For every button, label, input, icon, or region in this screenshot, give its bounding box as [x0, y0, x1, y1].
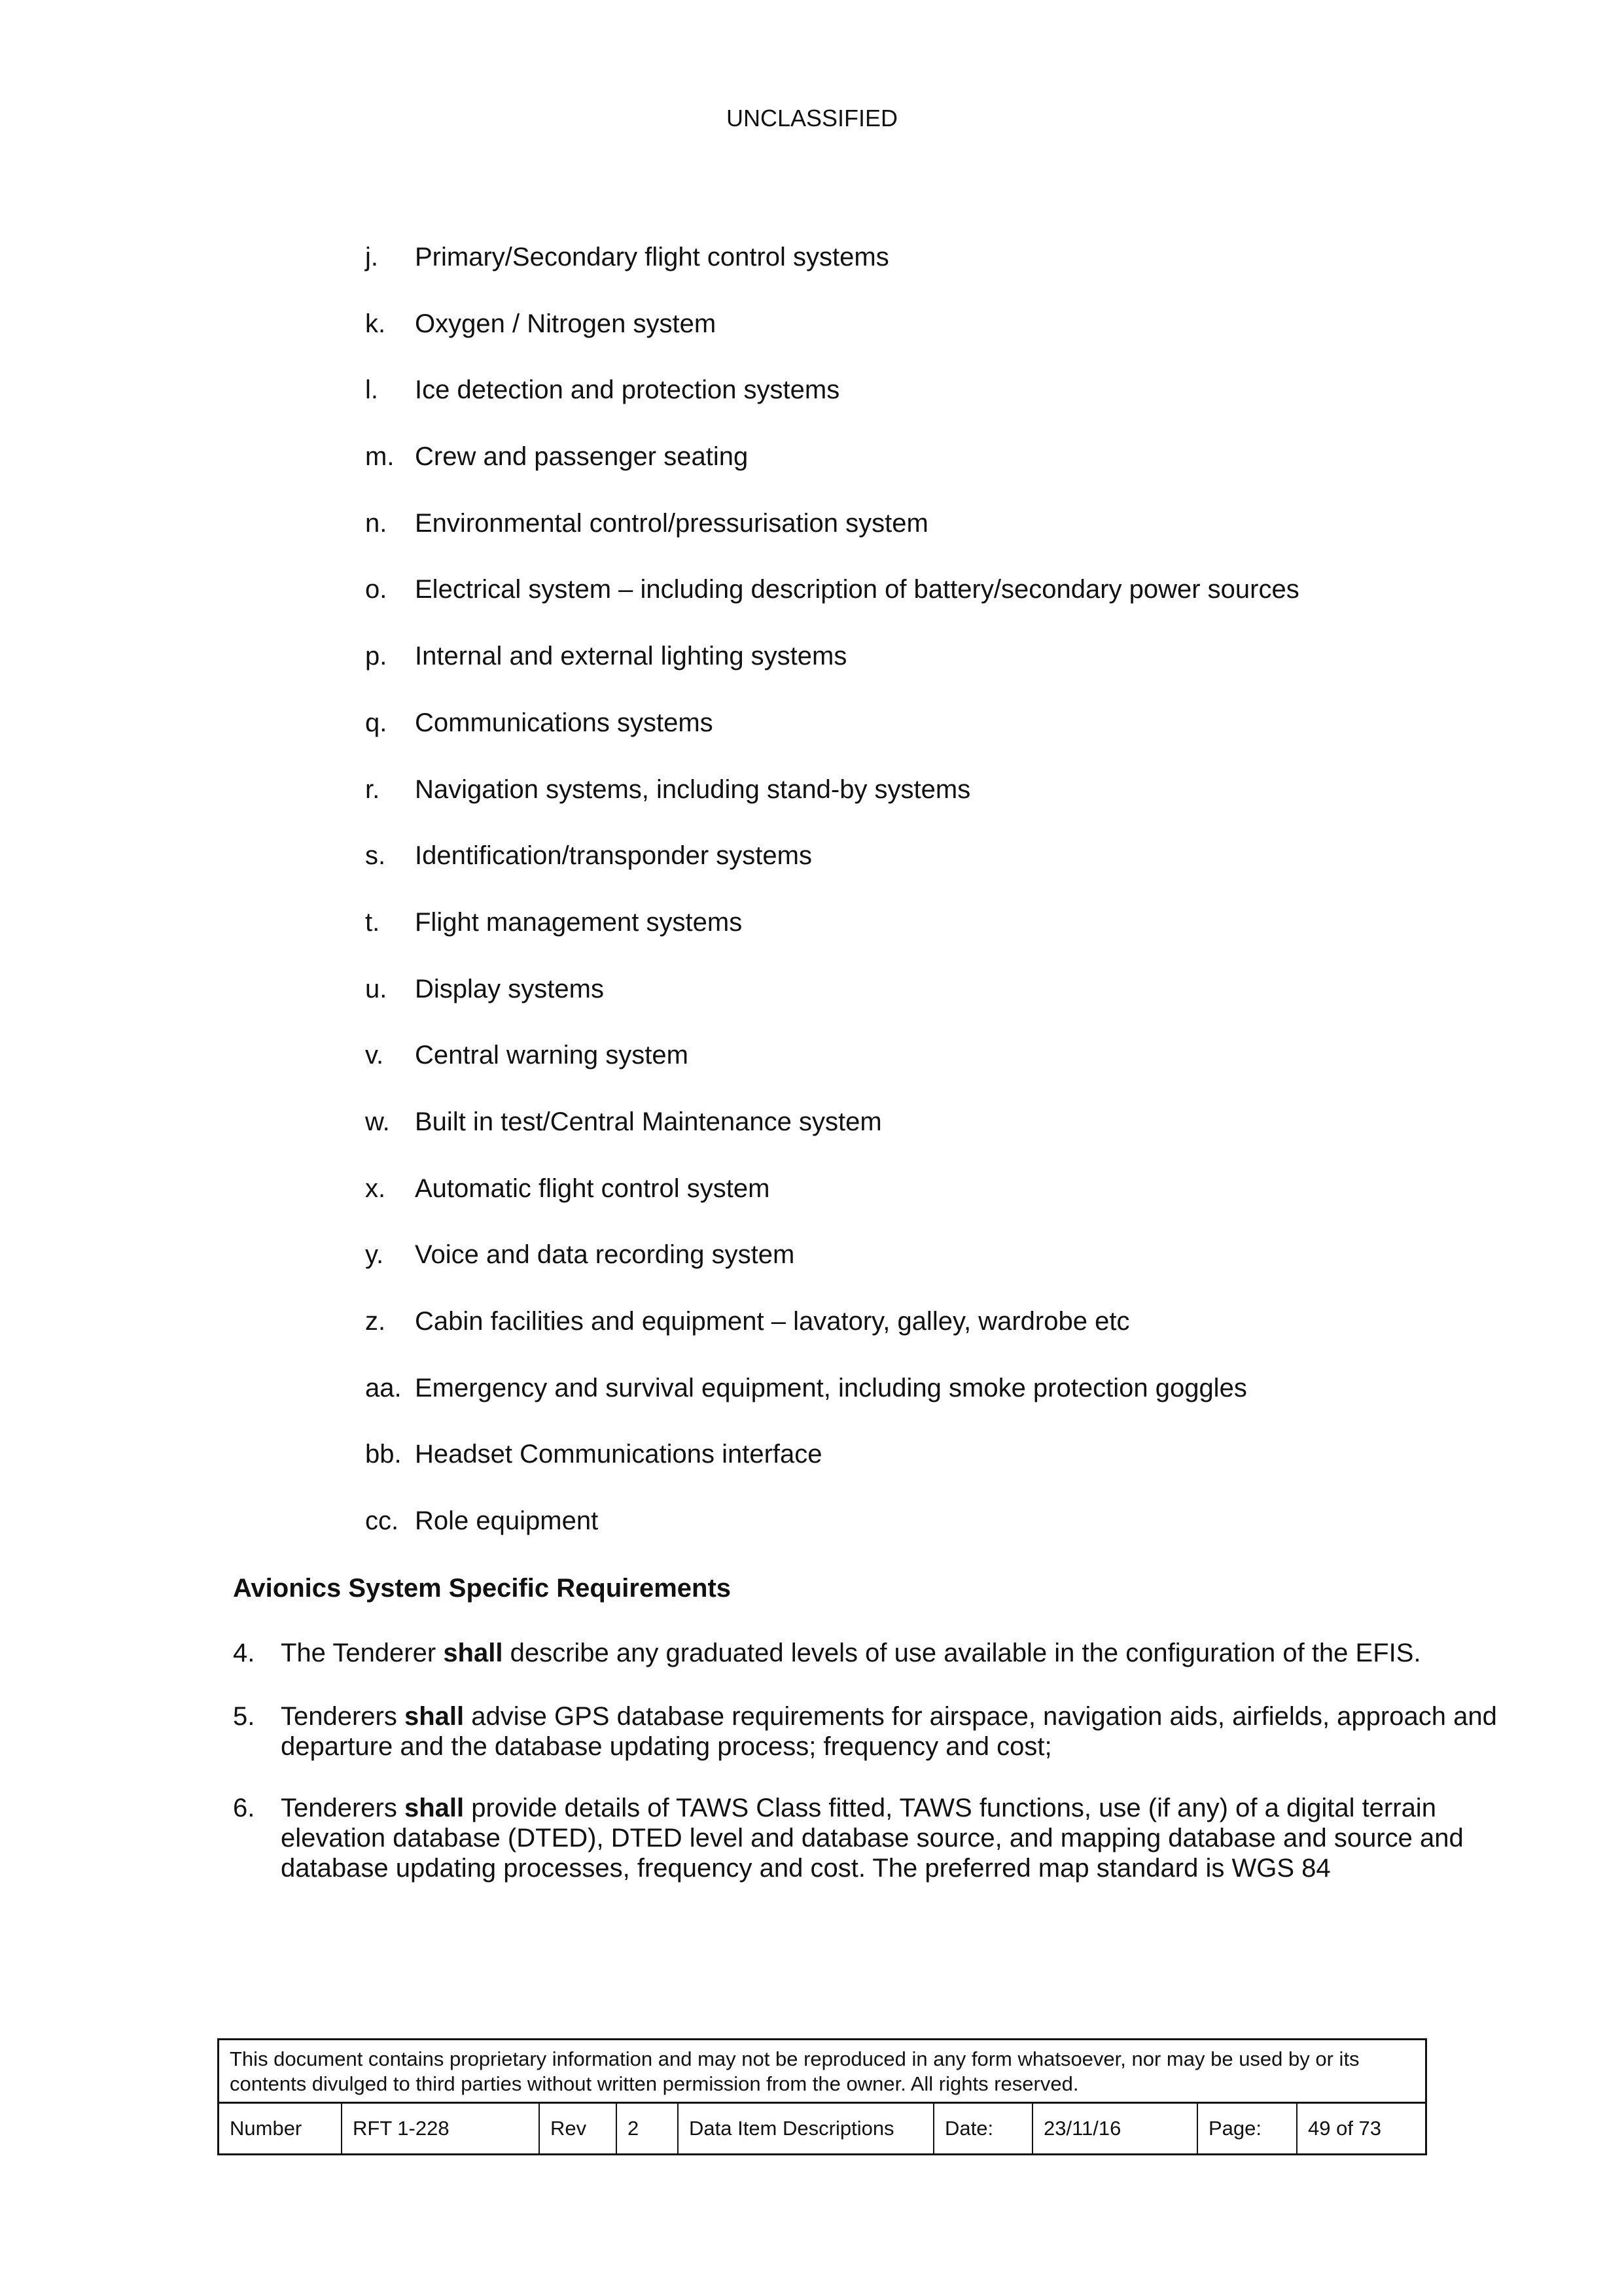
list-item-letter: o.	[365, 575, 387, 604]
list-item-letter: l.	[365, 375, 378, 405]
list-item-letter: n.	[365, 508, 387, 538]
list-item-letter: bb.	[365, 1440, 402, 1469]
list-item-letter: cc.	[365, 1506, 399, 1536]
list-item-letter: m.	[365, 442, 395, 472]
requirement-number: 4.	[233, 1639, 255, 1667]
list-item-letter: v.	[365, 1041, 384, 1070]
requirement-text-pre: Tenderers	[281, 1794, 404, 1822]
list-item-text: Ice detection and protection systems	[415, 375, 840, 405]
requirement-text-post: describe any graduated levels of use available in the configuration of the EFIS.	[503, 1639, 1421, 1667]
list-item-text: Emergency and survival equipment, including smoke protection goggles	[415, 1373, 1247, 1402]
requirement-text-post: provide details of TAWS Class fitted, TAWS functions, use (if any) of a digital terrain elevation database (DTED), DTED level and database source, and mapping database and source and database updating processes, frequency and cost. The preferred map standard is WGS 84	[281, 1794, 1464, 1883]
list-item-text: Flight management systems	[415, 907, 743, 937]
list-item-letter: k.	[365, 309, 386, 338]
document-info-table	[219, 2104, 1425, 2153]
list-item-text: Voice and data recording system	[415, 1240, 795, 1270]
list-item-letter: s.	[365, 841, 386, 871]
list-item-letter: w.	[365, 1107, 390, 1136]
list-item-text: Role equipment	[415, 1506, 599, 1536]
rev-value: 2	[616, 2104, 678, 2153]
list-item-letter: y.	[365, 1240, 384, 1270]
requirement-4	[233, 1638, 1528, 1668]
list-item-text: Primary/Secondary flight control systems	[415, 243, 889, 271]
requirement-number: 5.	[233, 1702, 255, 1731]
list-item-text: Electrical system – including description of battery/secondary power sources	[415, 575, 1299, 604]
list-item-text: Cabin facilities and equipment – lavatory, galley, wardrobe etc	[415, 1307, 1130, 1336]
page-label: Page:	[1197, 2104, 1297, 2153]
list-item-letter: t.	[365, 907, 380, 937]
requirement-6	[233, 1793, 1528, 1883]
number-label: Number	[230, 2117, 302, 2140]
requirement-5	[233, 1701, 1528, 1762]
list-item-letter: u.	[365, 974, 387, 1003]
list-item-letter: aa.	[365, 1373, 402, 1402]
list-item-text: Central warning system	[415, 1041, 688, 1070]
list-item-text: Crew and passenger seating	[415, 442, 749, 472]
requirement-text-pre: Tenderers	[281, 1702, 404, 1731]
list-item-letter: j.	[365, 243, 378, 271]
list-item-text: Communications systems	[415, 708, 713, 737]
requirement-text-post: advise GPS database requirements for airspace, navigation aids, airfields, approach and departure and the database updating process; frequency and cost;	[281, 1702, 1497, 1761]
classification-header: UNCLASSIFIED	[726, 105, 898, 131]
proprietary-notice: This document contains proprietary information and may not be reproduced in any form whatsoever, nor may be used by or its contents divulged to third parties without written permission from the owner. All rights reserved.	[219, 2040, 1425, 2104]
list-item-letter: x.	[365, 1174, 386, 1203]
list-item-text: Headset Communications interface	[415, 1440, 822, 1469]
requirement-keyword: shall	[404, 1794, 465, 1822]
document-footer	[217, 2038, 1427, 2155]
page-value: 49 of 73	[1297, 2104, 1425, 2153]
list-item-letter: r.	[365, 774, 380, 804]
list-item-text: Automatic flight control system	[415, 1174, 770, 1203]
date-label: Date:	[934, 2104, 1033, 2153]
list-item-letter: q.	[365, 708, 387, 737]
section-heading: Avionics System Specific Requirements	[233, 1574, 732, 1603]
requirement-text-pre: The Tenderer	[281, 1639, 444, 1667]
requirement-keyword: shall	[443, 1639, 503, 1667]
requirement-keyword: shall	[404, 1702, 465, 1731]
list-item-text: Built in test/Central Maintenance system	[415, 1107, 882, 1136]
rev-label: Rev	[539, 2104, 616, 2153]
document-title: Data Item Descriptions	[678, 2104, 934, 2153]
list-item-letter: p.	[365, 642, 387, 671]
list-item-text: Display systems	[415, 974, 604, 1003]
list-item-text: Navigation systems, including stand-by systems	[415, 774, 971, 804]
list-item-text: Identification/transponder systems	[415, 841, 812, 871]
list-item-text: Internal and external lighting systems	[415, 642, 847, 671]
number-value: RFT 1-228	[342, 2104, 539, 2153]
list-item-text: Oxygen / Nitrogen system	[415, 309, 716, 338]
date-value: 23/11/16	[1033, 2104, 1197, 2153]
list-item-text: Environmental control/pressurisation system	[415, 508, 928, 538]
list-item-letter: z.	[365, 1307, 386, 1336]
requirement-number: 6.	[233, 1794, 255, 1822]
